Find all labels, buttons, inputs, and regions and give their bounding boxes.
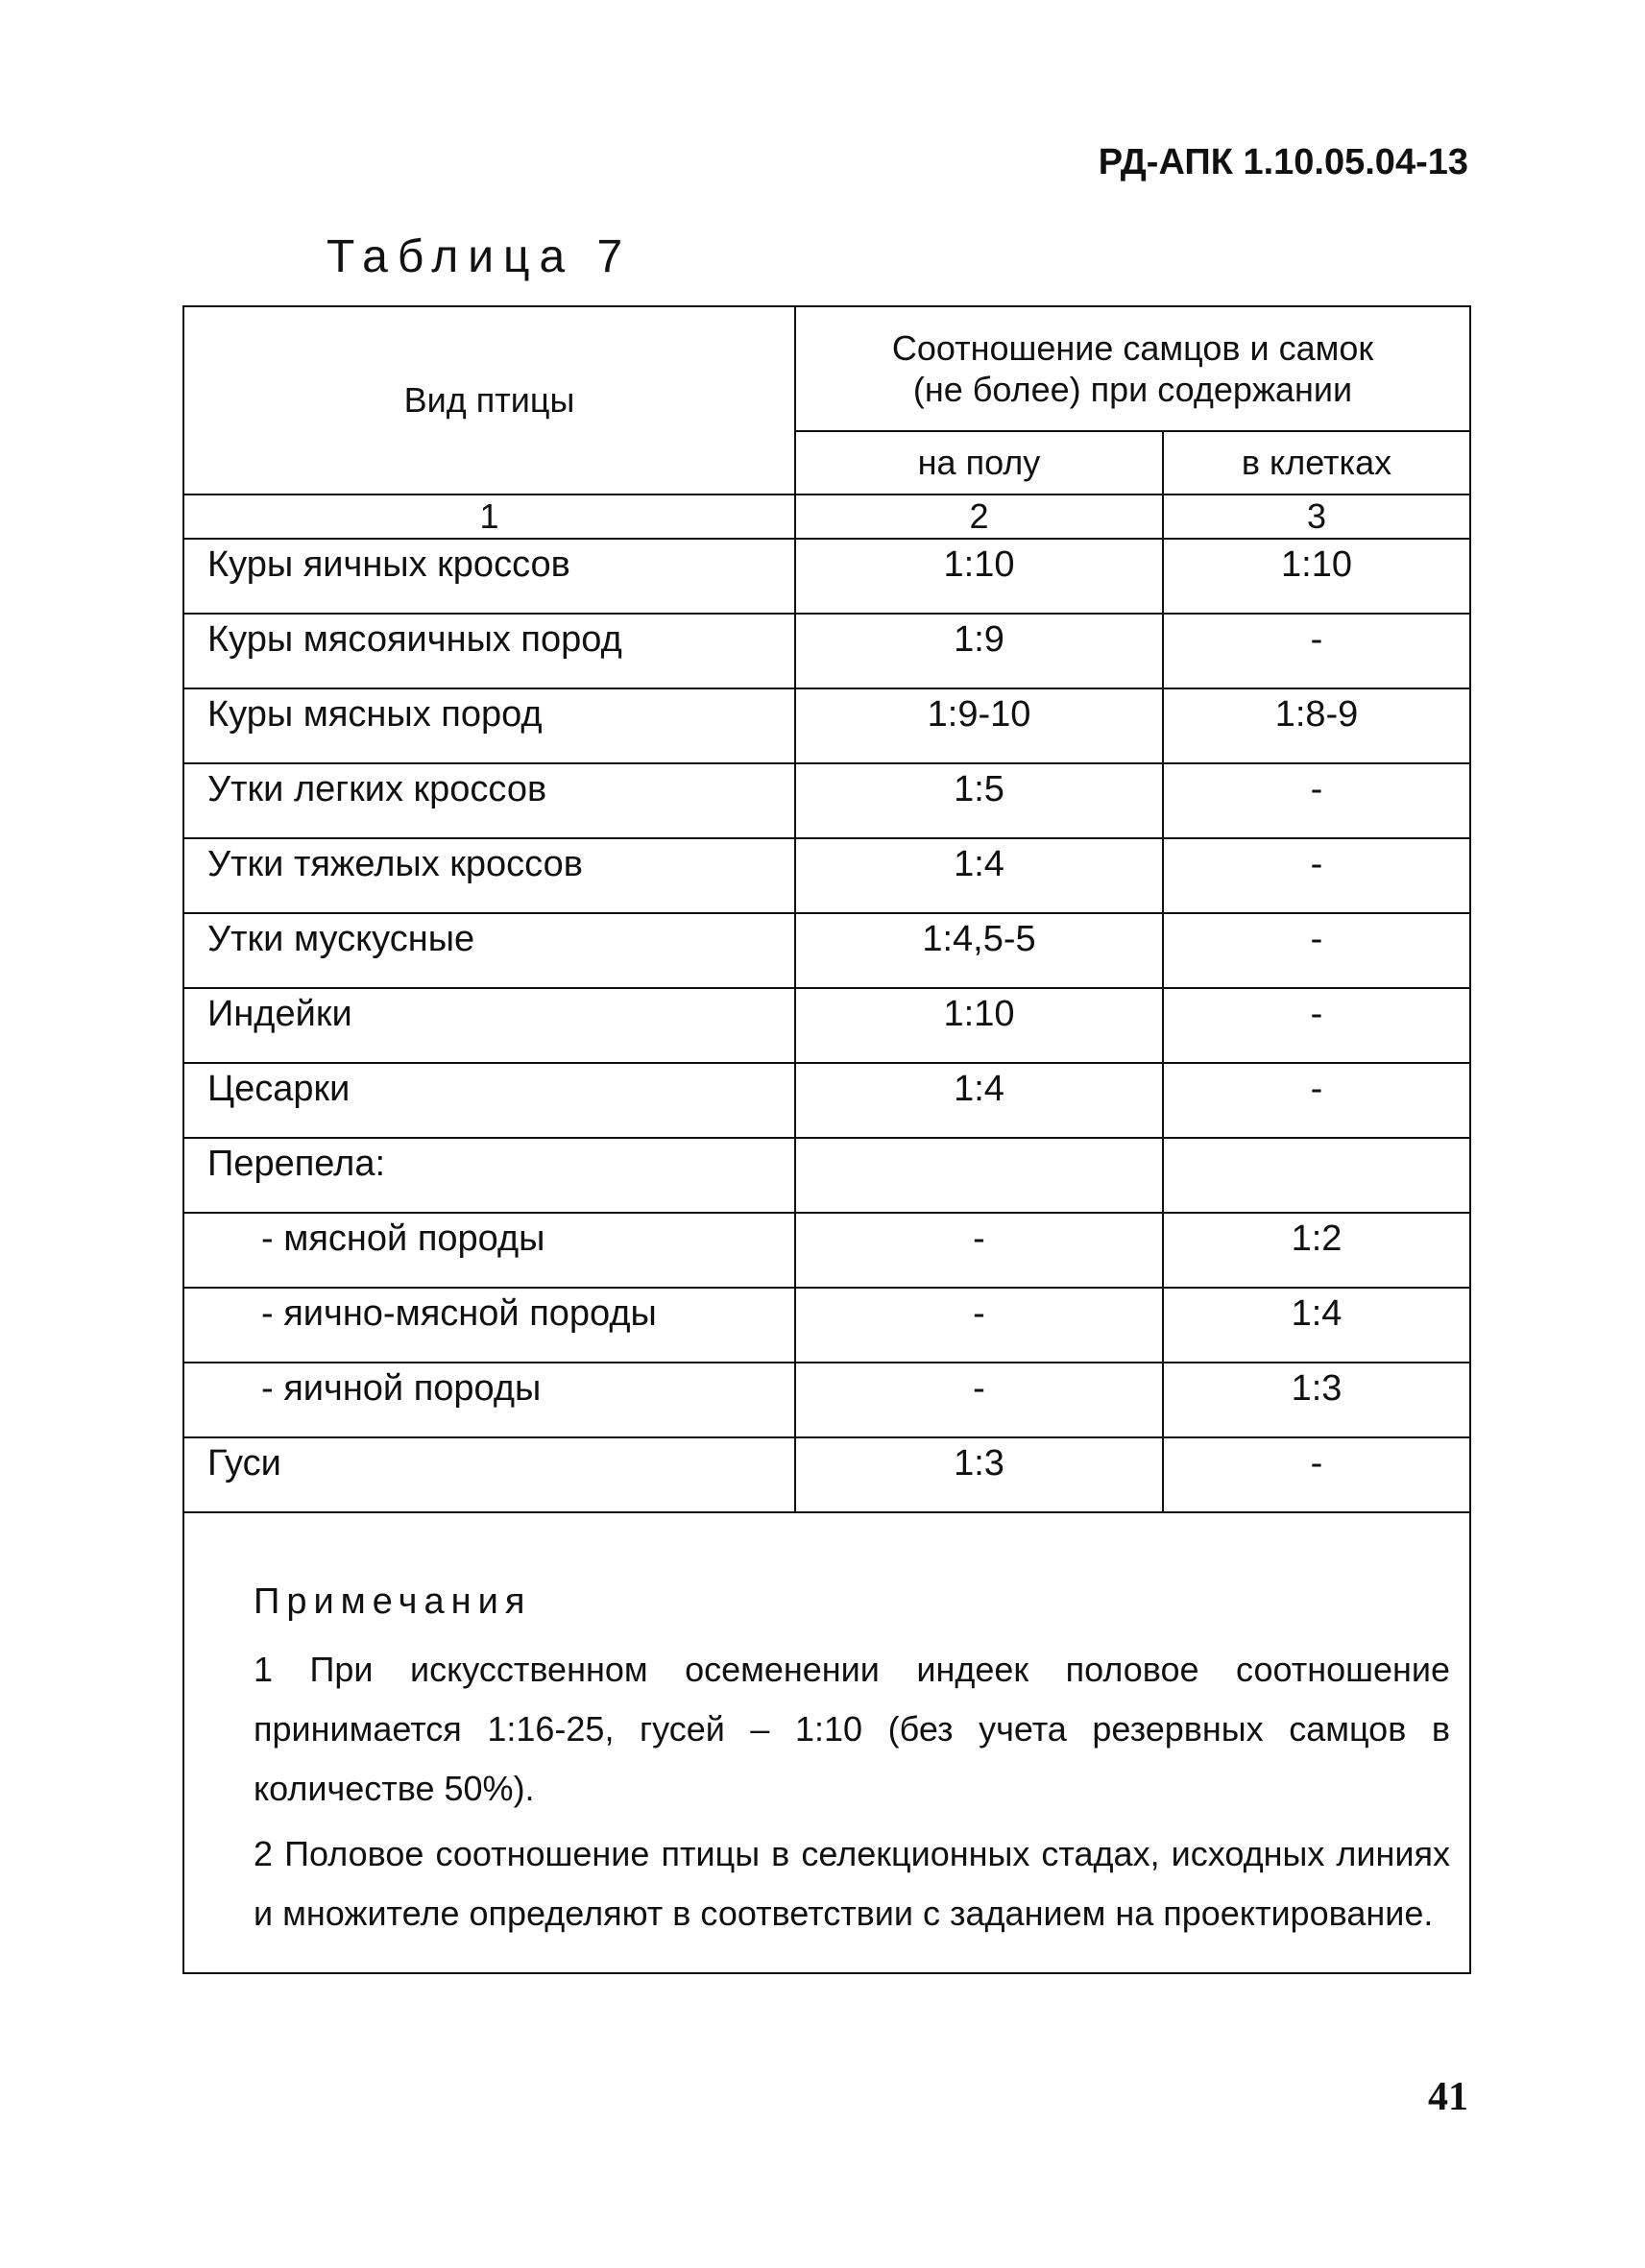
bird-type-cell: Куры яичных кроссов xyxy=(183,539,795,614)
bird-type-cell: - яичной породы xyxy=(183,1363,795,1437)
bird-type-cell: Утки легких кроссов xyxy=(183,763,795,838)
cage-ratio-cell: - xyxy=(1163,1437,1470,1512)
col-header-ratio-group xyxy=(795,306,1470,431)
cage-ratio-cell: 1:8-9 xyxy=(1163,688,1470,763)
col-header-cages: в клетках xyxy=(1163,431,1470,495)
cage-ratio-cell: 1:2 xyxy=(1163,1213,1470,1288)
table-row xyxy=(183,1363,1470,1437)
floor-ratio-cell: 1:3 xyxy=(795,1437,1163,1512)
cage-ratio-cell: - xyxy=(1163,763,1470,838)
cage-ratio-cell: 1:4 xyxy=(1163,1288,1470,1363)
floor-ratio-cell: - xyxy=(795,1213,1163,1288)
document-code: РД-АПК 1.10.05.04-13 xyxy=(1098,142,1468,182)
notes-cell xyxy=(183,1512,1470,1973)
col-header-bird-type: Вид птицы xyxy=(183,306,795,495)
bird-type-cell: Перепела: xyxy=(183,1138,795,1213)
cage-ratio-cell: 1:10 xyxy=(1163,539,1470,614)
table-row xyxy=(183,539,1470,614)
bird-type-cell: Куры мясояичных пород xyxy=(183,614,795,688)
note-item: 2 Половое соотношение птицы в селекционных стадах, исходных линиях и множителе определяют в соответствии с заданием на проектирование. xyxy=(254,1833,1451,1933)
bird-type-cell: Утки тяжелых кроссов xyxy=(183,838,795,913)
floor-ratio-cell: 1:4 xyxy=(795,1063,1163,1138)
floor-ratio-cell: 1:10 xyxy=(795,539,1163,614)
cage-ratio-cell: - xyxy=(1163,1063,1470,1138)
cage-ratio-cell xyxy=(1163,1138,1470,1213)
col-header-floor: на полу xyxy=(795,431,1163,495)
cage-ratio-cell: - xyxy=(1163,838,1470,913)
table-title: Таблица 7 xyxy=(327,231,633,282)
column-number: 3 xyxy=(1163,495,1470,539)
table-row xyxy=(183,1138,1470,1213)
floor-ratio-cell: - xyxy=(795,1363,1163,1437)
table-row xyxy=(183,1213,1470,1288)
bird-type-cell: Цесарки xyxy=(183,1063,795,1138)
table-row xyxy=(183,913,1470,988)
cage-ratio-cell: - xyxy=(1163,913,1470,988)
table-row xyxy=(183,688,1470,763)
table-row xyxy=(183,614,1470,688)
floor-ratio-cell: 1:4 xyxy=(795,838,1163,913)
table-row xyxy=(183,1288,1470,1363)
floor-ratio-cell xyxy=(795,1138,1163,1213)
col-header-ratio-line1: Соотношение самцов и самок xyxy=(891,327,1374,368)
table-row xyxy=(183,838,1470,913)
floor-ratio-cell: 1:9-10 xyxy=(795,688,1163,763)
table-row xyxy=(183,763,1470,838)
bird-type-cell: Утки мускусные xyxy=(183,913,795,988)
column-number: 2 xyxy=(795,495,1163,539)
note-item: 1 При искусственном осеменении индеек половое соотношение принимается 1:16-25, гусей – 1:10 (без учета резервных самцов в количестве 50%). xyxy=(254,1649,1451,1808)
floor-ratio-cell: - xyxy=(795,1288,1163,1363)
table-row xyxy=(183,988,1470,1063)
floor-ratio-cell: 1:4,5-5 xyxy=(795,913,1163,988)
page-number: 41 xyxy=(1428,2075,1468,2119)
bird-ratio-table xyxy=(182,305,1471,1974)
cage-ratio-cell: - xyxy=(1163,988,1470,1063)
cage-ratio-cell: 1:3 xyxy=(1163,1363,1470,1437)
col-header-ratio-line2: (не более) при содержании xyxy=(912,370,1353,409)
table-row xyxy=(183,1437,1470,1512)
bird-type-cell: Индейки xyxy=(183,988,795,1063)
column-number-row xyxy=(183,495,1470,539)
notes-title: Примечания xyxy=(254,1581,532,1622)
bird-type-cell: - мясной породы xyxy=(183,1213,795,1288)
floor-ratio-cell: 1:9 xyxy=(795,614,1163,688)
bird-type-cell: - яично-мясной породы xyxy=(183,1288,795,1363)
column-number: 1 xyxy=(183,495,795,539)
floor-ratio-cell: 1:5 xyxy=(795,763,1163,838)
table-row xyxy=(183,1063,1470,1138)
bird-type-cell: Гуси xyxy=(183,1437,795,1512)
floor-ratio-cell: 1:10 xyxy=(795,988,1163,1063)
cage-ratio-cell: - xyxy=(1163,614,1470,688)
bird-type-cell: Куры мясных пород xyxy=(183,688,795,763)
